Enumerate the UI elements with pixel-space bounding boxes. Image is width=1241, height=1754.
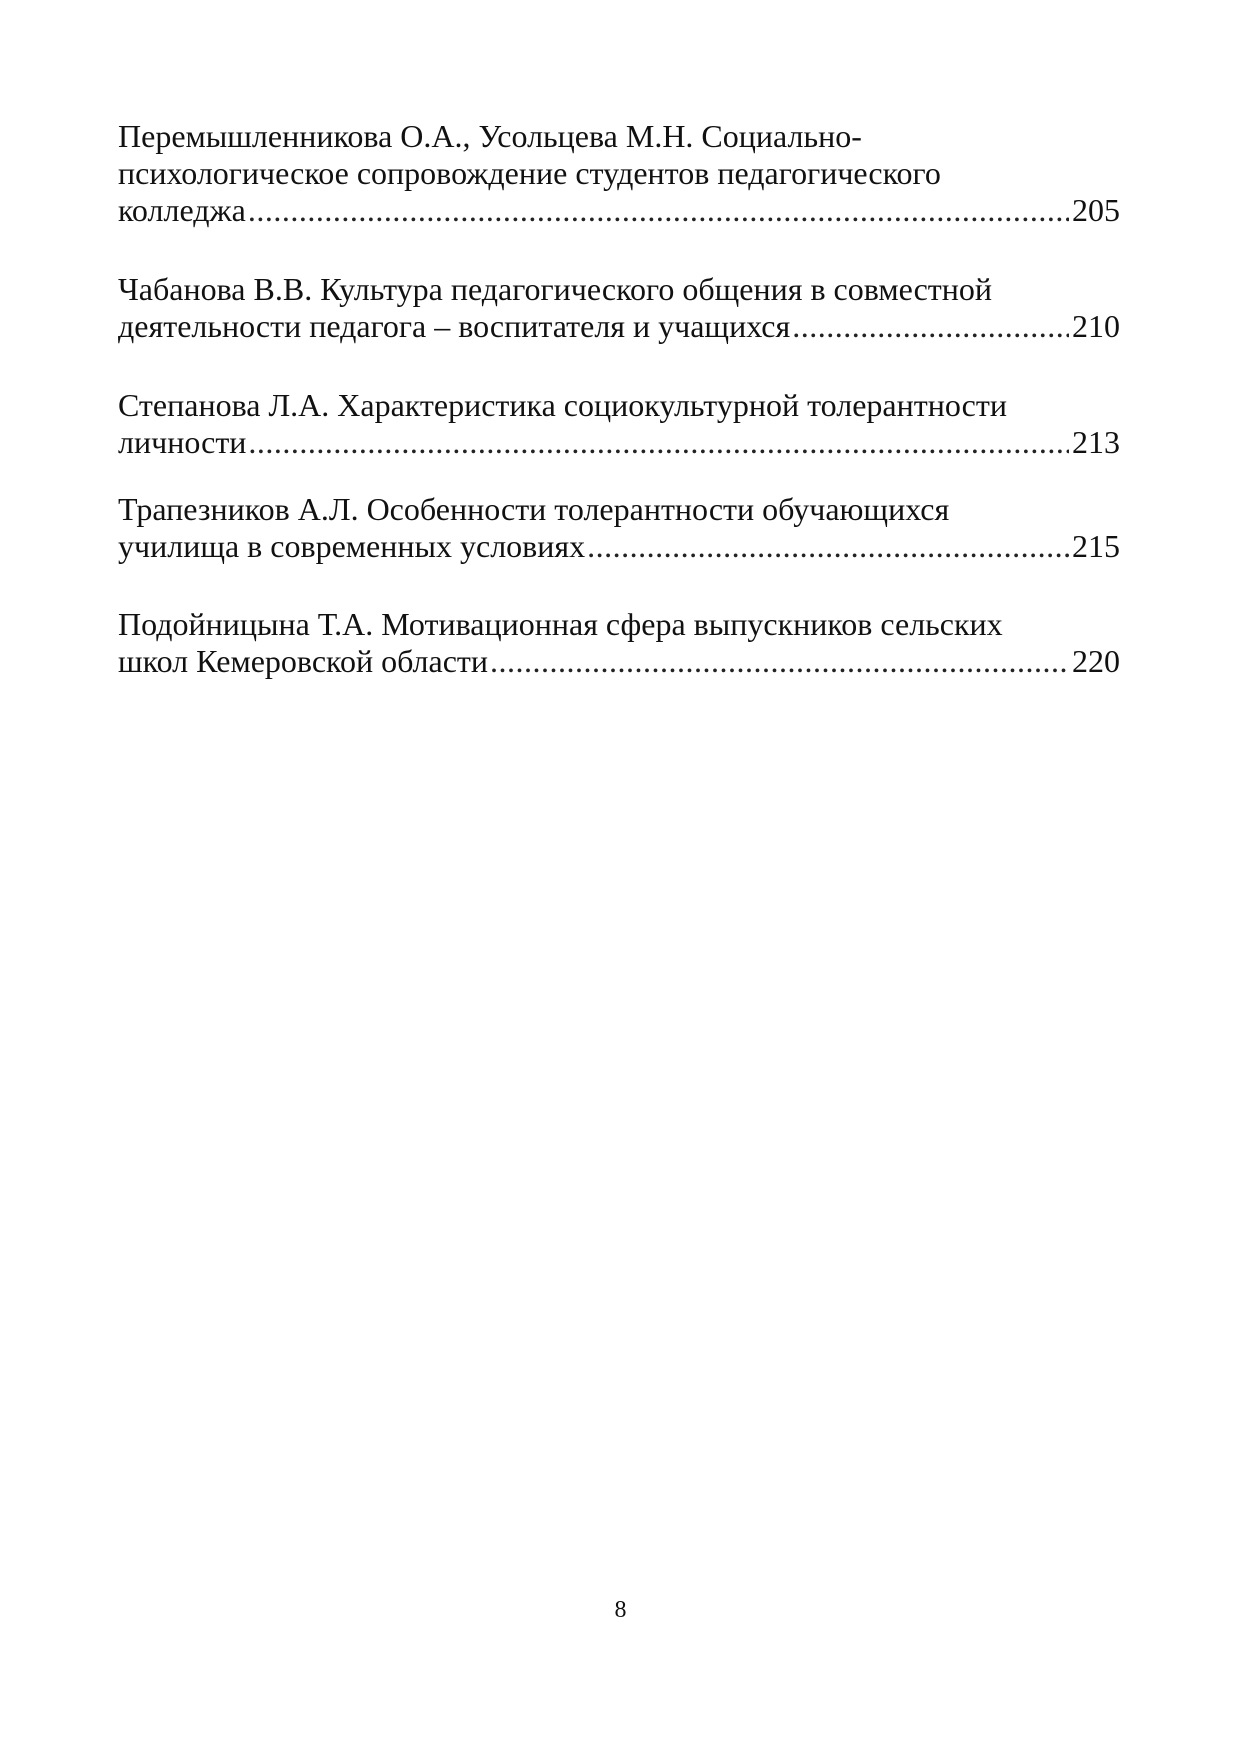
toc-entry-last-line [118,643,1120,680]
toc-entry-last-line [118,528,1120,565]
dot-leader [248,424,1069,461]
toc-page-number: 210 [1072,308,1120,344]
dot-leader [587,528,1069,565]
toc-page-number: 220 [1072,643,1120,679]
toc-entry-line: Степанова Л.А. Характеристика социокультурной толерантности [118,387,1007,423]
toc-entry [118,491,1120,565]
toc-entry-last-line [118,308,1120,345]
toc-entry [118,118,1120,229]
toc-entry-line: личности [118,424,247,460]
dot-leader [792,308,1069,345]
toc-entry-line: колледжа [118,192,246,228]
toc-entry [118,387,1120,461]
toc-entry-line: училища в современных условиях [118,528,586,564]
toc-page-number: 213 [1072,424,1120,460]
toc-entry-line: Подойницына Т.А. Мотивационная сфера выпускников сельских [118,606,1003,642]
toc-page-number: 215 [1072,528,1120,564]
toc-entry-last-line [118,192,1120,229]
toc-entry-line: деятельности педагога – воспитателя и учащихся [118,308,791,344]
table-of-contents [118,118,1120,720]
page-number: 8 [614,1597,627,1623]
dot-leader [490,643,1069,680]
toc-entry-line: Перемышленникова О.А., Усольцева М.Н. Социально- [118,118,862,154]
toc-entry-line: психологическое сопровождение студентов педагогического [118,155,941,191]
toc-entry-line: школ Кемеровской области [118,643,489,679]
toc-entry [118,271,1120,345]
dot-leader [248,192,1069,229]
toc-entry-last-line [118,424,1120,461]
toc-page-number: 205 [1072,192,1120,228]
toc-entry-line: Трапезников А.Л. Особенности толерантности обучающихся [118,491,950,527]
toc-entry [118,606,1120,680]
toc-entry-line: Чабанова В.В. Культура педагогического общения в совместной [118,271,992,307]
